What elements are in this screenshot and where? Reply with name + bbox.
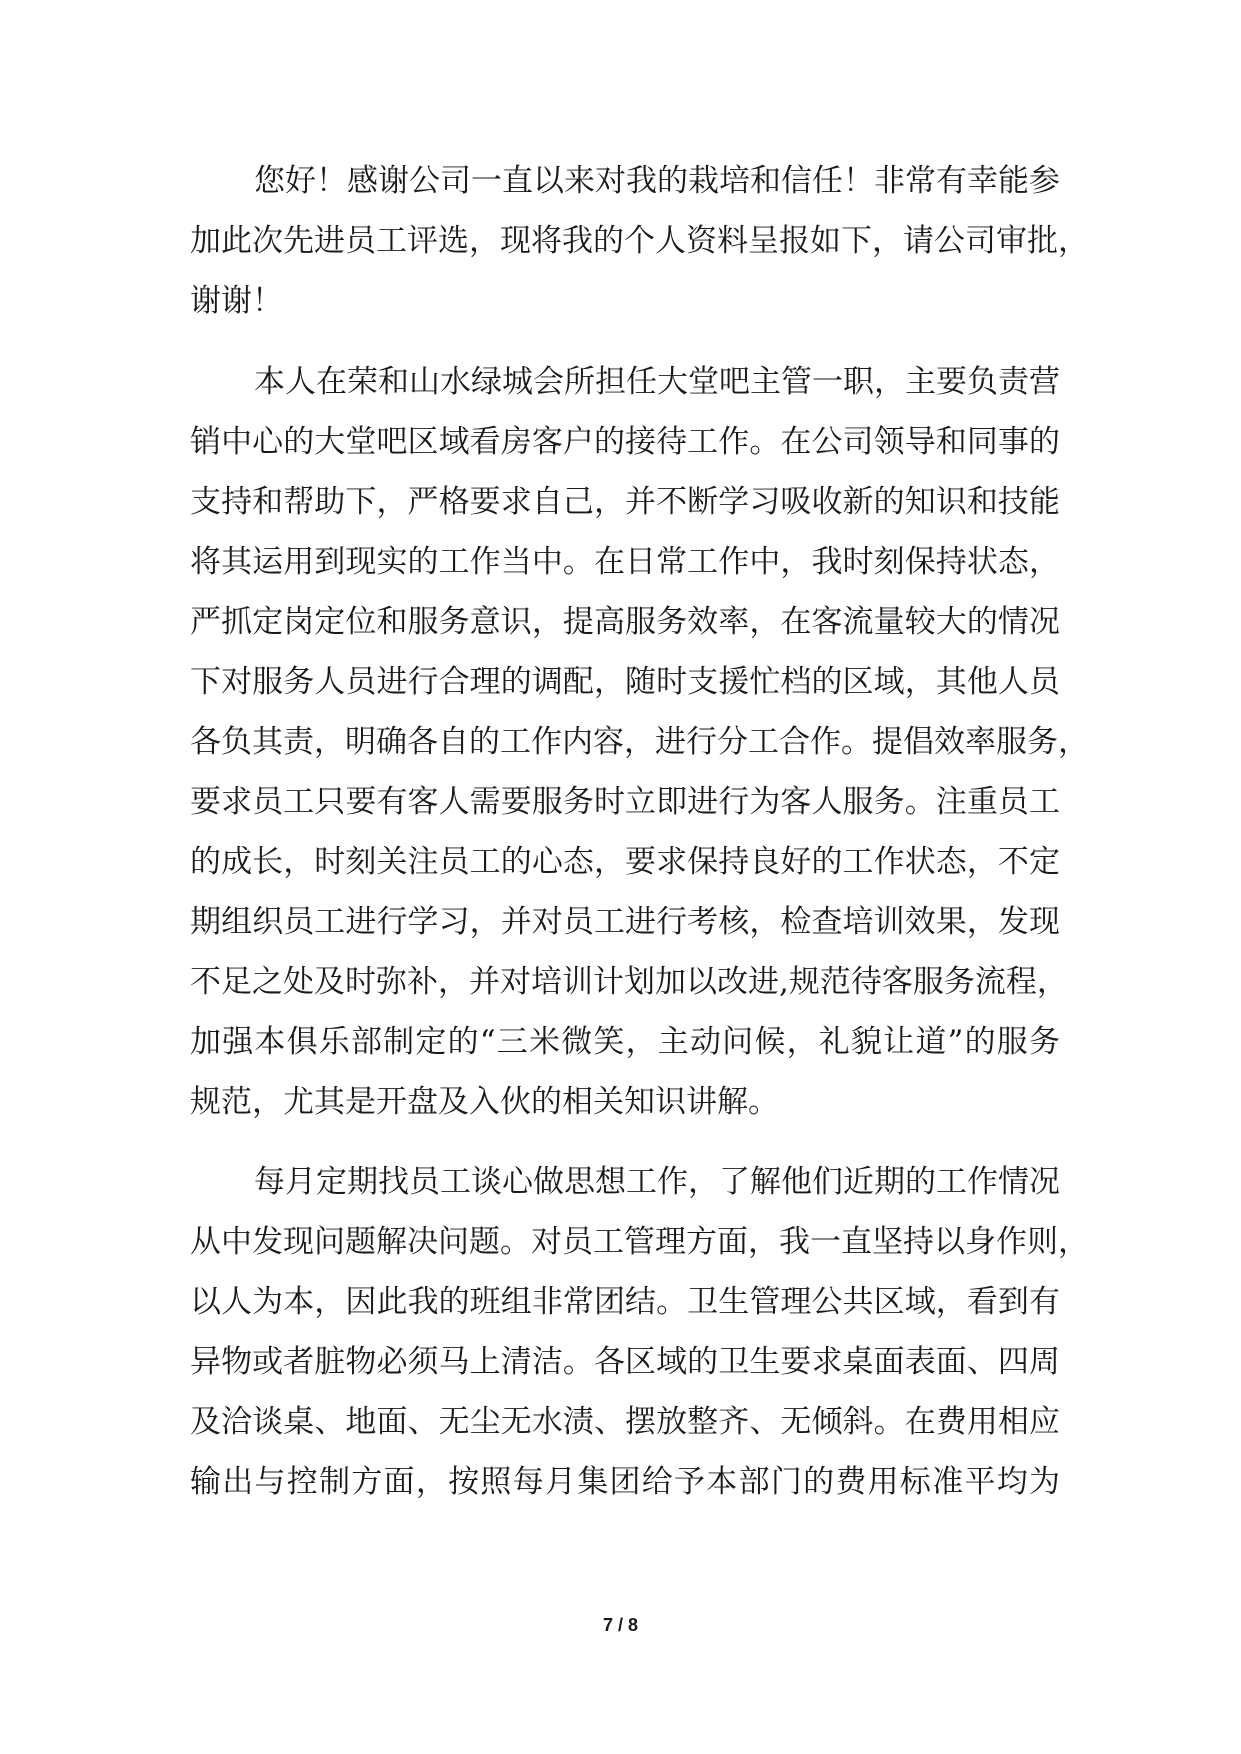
paragraph-2-line-8: 要求员工只要有客人需要服务时立即进行为客人服务。注重员工	[190, 784, 1060, 820]
paragraph-2-line-7: 各负其责，明确各自的工作内容，进行分工合作。提倡效率服务，	[190, 724, 1089, 760]
paragraph-1-line-2: 加此次先进员工评选，现将我的个人资料呈报如下，请公司审批，	[190, 223, 1089, 259]
paragraph-2-line-1: 本人在荣和山水绿城会所担任大堂吧主管一职，主要负责营	[254, 364, 1060, 400]
paragraph-2-line-9: 的成长，时刻关注员工的心态，要求保持良好的工作状态，不定	[190, 844, 1060, 880]
paragraph-2-line-13: 规范，尤其是开盘及入伙的相关知识讲解。	[190, 1084, 779, 1120]
paragraph-2-line-5: 严抓定岗定位和服务意识，提高服务效率，在客流量较大的情况	[190, 604, 1060, 640]
paragraph-3-line-3: 以人为本，因此我的班组非常团结。卫生管理公共区域，看到有	[190, 1284, 1060, 1320]
paragraph-3-line-4: 异物或者脏物必须马上清洁。各区域的卫生要求桌面表面、四周	[190, 1344, 1060, 1380]
paragraph-3-line-5: 及洽谈桌、地面、无尘无水渍、摆放整齐、无倾斜。在费用相应	[190, 1404, 1060, 1440]
paragraph-2-line-3: 支持和帮助下，严格要求自己，并不断学习吸收新的知识和技能	[190, 484, 1060, 520]
paragraph-3-line-2: 从中发现问题解决问题。对员工管理方面，我一直坚持以身作则，	[190, 1224, 1089, 1260]
paragraph-2-line-12: 加强本俱乐部制定的“三米微笑，主动问候，礼貌让道”的服务	[190, 1024, 1060, 1060]
paragraph-2-line-10: 期组织员工进行学习，并对员工进行考核，检查培训效果，发现	[190, 904, 1060, 940]
paragraph-3-line-6: 输出与控制方面，按照每月集团给予本部门的费用标准平均为	[190, 1464, 1060, 1500]
paragraph-1-line-1: 您好！感谢公司一直以来对我的栽培和信任！非常有幸能参	[254, 163, 1060, 199]
paragraph-2-line-2: 销中心的大堂吧区域看房客户的接待工作。在公司领导和同事的	[190, 424, 1060, 460]
paragraph-2-line-11: 不足之处及时弥补，并对培训计划加以改进,规范待客服务流程，	[190, 964, 1068, 1000]
paragraph-2-line-4: 将其运用到现实的工作当中。在日常工作中，我时刻保持状态，	[190, 544, 1060, 580]
paragraph-1-line-3: 谢谢！	[190, 283, 283, 319]
paragraph-2-line-6: 下对服务人员进行合理的调配，随时支援忙档的区域，其他人员	[190, 664, 1060, 700]
page-number: 7 / 8	[602, 1615, 639, 1635]
paragraph-3-line-1: 每月定期找员工谈心做思想工作，了解他们近期的工作情况	[254, 1164, 1060, 1200]
